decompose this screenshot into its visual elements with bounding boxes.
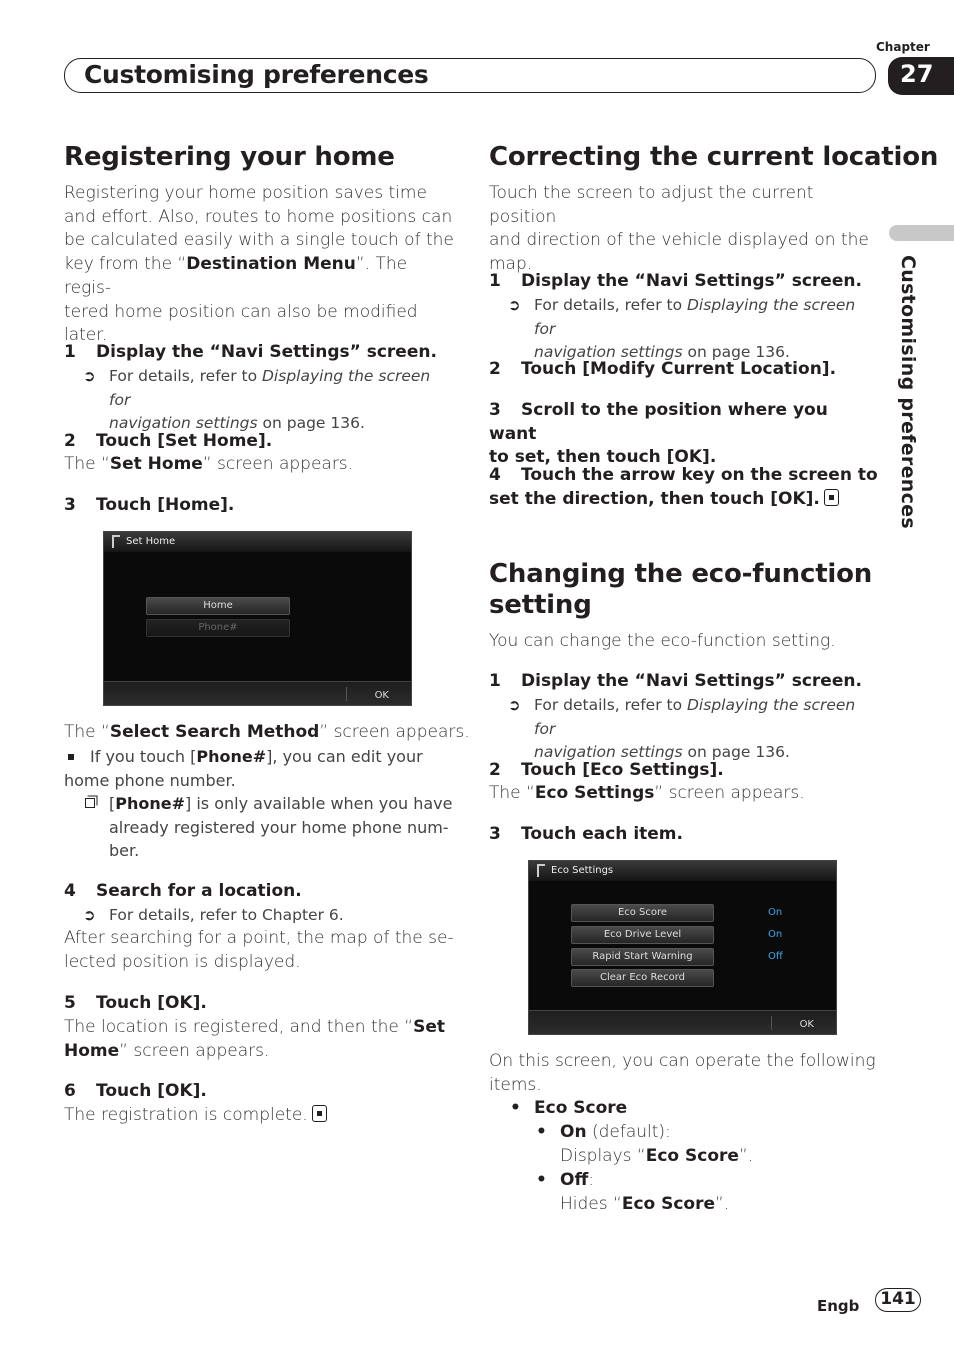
- ok-button[interactable]: OK: [799, 1019, 814, 1030]
- eco-score-value: On: [768, 907, 783, 918]
- eco-step-2: 2 Touch [Eco Settings].: [489, 760, 724, 780]
- memo-checkbox-icon: [85, 798, 95, 808]
- screenshot-title-bar: Set Home: [104, 532, 411, 552]
- eco-score-item: • Eco Score: [534, 1097, 627, 1121]
- set-home-screenshot: [103, 531, 412, 706]
- step-4-after: After searching for a point, the map of the se- lected position is displayed.: [64, 928, 454, 972]
- eco-score-off-item: • Off: Hides “Eco Score”.: [536, 1170, 730, 1214]
- eco-step-1-note: ➲ For details, refer to Displaying the screen for navigation settings on page 136.: [508, 696, 856, 762]
- chapter-number: 27: [888, 57, 954, 95]
- correct-step-3: 3 Scroll to the position where you want to set, then touch [OK].: [489, 400, 828, 468]
- screenshot-title-bar: Eco Settings: [529, 861, 836, 881]
- step-6: 6 Touch [OK].: [64, 1081, 207, 1101]
- page-number: 141: [875, 1288, 921, 1312]
- eco-intro: You can change the eco-function setting.: [489, 631, 836, 651]
- home-button[interactable]: Home: [146, 597, 290, 615]
- eco-after-screen: On this screen, you can operate the following items.: [489, 1051, 876, 1095]
- eco-settings-screenshot: [528, 860, 837, 1035]
- after-screen-text: The “Select Search Method” screen appears.: [64, 722, 470, 742]
- step-2-result: The “Set Home” screen appears.: [64, 454, 354, 474]
- arrow-icon: ➲: [508, 696, 521, 714]
- correct-step-4: 4 Touch the arrow key on the screen to set the direction, then touch [OK].: [489, 465, 878, 509]
- correct-step-1: 1 Display the “Navi Settings” screen.: [489, 271, 862, 291]
- menu-icon: [112, 535, 120, 548]
- eco-step-2-result: The “Eco Settings” screen appears.: [489, 783, 805, 803]
- correct-step-1-note: ➲ For details, refer to Displaying the screen for navigation settings on page 136.: [508, 296, 856, 362]
- step-3: 3 Touch [Home].: [64, 495, 235, 515]
- eco-drive-level-button[interactable]: Eco Drive Level: [571, 926, 714, 944]
- correcting-intro: Touch the screen to adjust the current position and direction of the vehicle displayed on the map.: [489, 183, 869, 275]
- section-header-title: Customising preferences: [84, 60, 429, 89]
- side-tab-marker: [889, 225, 954, 241]
- footer-divider: [346, 687, 347, 701]
- rapid-start-warning-value: Off: [768, 951, 783, 962]
- step-4: 4 Search for a location.: [64, 881, 302, 901]
- correct-step-2: 2 Touch [Modify Current Location].: [489, 359, 837, 379]
- step-6-result: The registration is complete.: [64, 1104, 327, 1128]
- eco-drive-level-value: On: [768, 929, 783, 940]
- step-4-note: ➲ For details, refer to Chapter 6.: [109, 904, 344, 928]
- eco-score-button[interactable]: Eco Score: [571, 904, 714, 922]
- section-title-correcting-location: Correcting the current location: [489, 142, 939, 172]
- eco-score-on-item: • On (default): Displays “Eco Score”.: [536, 1122, 754, 1166]
- bullet-icon: •: [536, 1170, 547, 1190]
- section-title-registering-home: Registering your home: [64, 142, 395, 172]
- memo-phone: [Phone#] is only available when you have already registered your home phone num- ber.: [109, 792, 454, 863]
- screenshot-footer: [104, 681, 411, 705]
- language-label: Engb: [817, 1297, 860, 1315]
- bullet-icon: •: [536, 1122, 547, 1142]
- ok-button[interactable]: OK: [374, 690, 389, 701]
- footer-divider: [771, 1016, 772, 1030]
- step-1: 1 Display the “Navi Settings” screen.: [64, 342, 437, 362]
- bullet-phone: If you touch [Phone#], you can edit your home phone number.: [64, 747, 423, 790]
- phone-button[interactable]: Phone#: [146, 619, 290, 637]
- step-1-note: ➲ For details, refer to Displaying the screen for navigation settings on page 136.: [83, 367, 431, 433]
- step-5: 5 Touch [OK].: [64, 993, 207, 1013]
- step-5-result: The location is registered, and then the “Set Home” screen appears.: [64, 1017, 445, 1061]
- side-tab-label: Customising preferences: [897, 255, 919, 529]
- menu-icon: [537, 864, 545, 877]
- step-2: 2 Touch [Set Home].: [64, 431, 273, 451]
- arrow-icon: ➲: [83, 367, 96, 385]
- eco-step-3: 3 Touch each item.: [489, 824, 683, 844]
- clear-eco-record-button[interactable]: Clear Eco Record: [571, 969, 714, 987]
- eco-step-1: 1 Display the “Navi Settings” screen.: [489, 671, 862, 691]
- bullet-icon: •: [510, 1098, 521, 1118]
- section-title-eco-function: Changing the eco-function setting: [489, 559, 873, 620]
- end-mark-icon: [312, 1105, 327, 1122]
- chapter-label: Chapter: [876, 40, 930, 54]
- intro-paragraph: Registering your home position saves time and effort. Also, routes to home positions can be calculated easily with a single touch of the key from the “Destination Menu”. The regis- tered home position can also be modified later.: [64, 183, 454, 346]
- screenshot-footer: [529, 1010, 836, 1034]
- rapid-start-warning-button[interactable]: Rapid Start Warning: [571, 948, 714, 966]
- arrow-icon: ➲: [508, 296, 521, 314]
- end-mark-icon: [824, 489, 839, 506]
- arrow-icon: ➲: [83, 906, 96, 924]
- square-bullet-icon: [68, 754, 74, 760]
